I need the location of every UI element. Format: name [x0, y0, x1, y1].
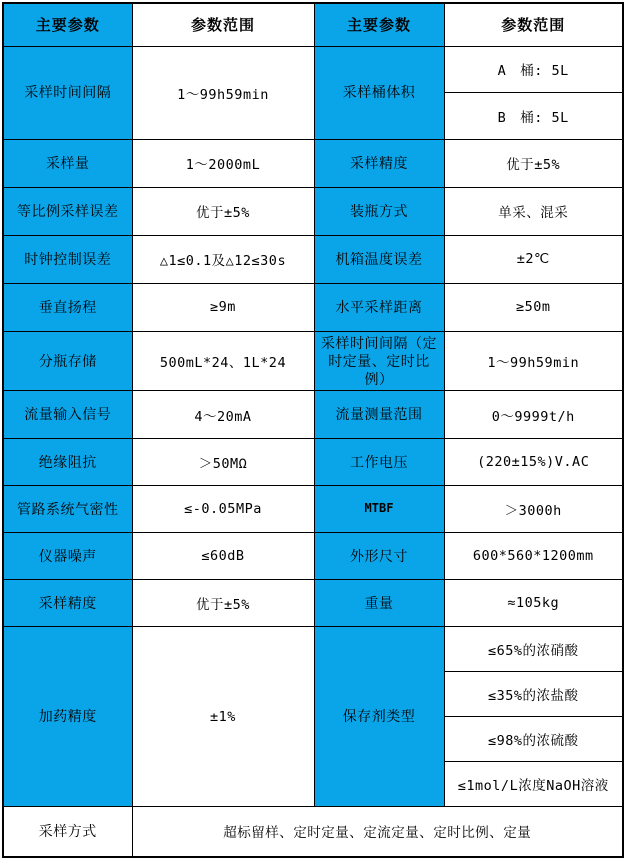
param-value-instrument-noise: ≤60dB: [132, 533, 314, 580]
param-value-dimensions: 600*560*1200mm: [444, 533, 623, 580]
param-value-preservative-naoh: ≤1mol/L浓度NaOH溶液: [444, 762, 623, 807]
header-param-range-right: 参数范围: [444, 3, 623, 46]
table-row: [3, 331, 623, 391]
param-value-preservative-sulfuric: ≤98%的浓硫酸: [444, 717, 623, 762]
header-row: [3, 3, 623, 46]
param-value-pipeline-airtightness: ≤-0.05MPa: [132, 486, 314, 533]
param-value-preservative-hydrochloric: ≤35%的浓盐酸: [444, 672, 623, 717]
table-row: [3, 580, 623, 627]
param-value-horizontal-distance: ≥50m: [444, 283, 623, 331]
param-label-working-voltage: 工作电压: [314, 439, 444, 486]
table-row: [3, 46, 623, 92]
param-label-proportional-error: 等比例采样误差: [3, 187, 132, 235]
header-main-param-right: 主要参数: [314, 3, 444, 46]
table-row: [3, 187, 623, 235]
table-row: [3, 627, 623, 672]
param-value-bottling-mode: 单采、混采: [444, 187, 623, 235]
param-value-mtbf: ＞3000h: [444, 486, 623, 533]
param-value-dosing-accuracy: ±1%: [132, 627, 314, 807]
param-value-working-voltage: (220±15%)V.AC: [444, 439, 623, 486]
param-value-proportional-error: 优于±5%: [132, 187, 314, 235]
header-main-param-left: 主要参数: [3, 3, 132, 46]
param-value-bottle-storage: 500mL*24、1L*24: [132, 331, 314, 391]
param-value-sample-amount: 1～2000mL: [132, 139, 314, 187]
param-value-case-temp-error: ±2℃: [444, 235, 623, 283]
param-value-barrel-b: B 桶: 5L: [444, 92, 623, 139]
table-row: [3, 439, 623, 486]
table-row: [3, 486, 623, 533]
param-value-preservative-nitric: ≤65%的浓硝酸: [444, 627, 623, 672]
param-value-sampling-mode: 超标留样、定时定量、定流定量、定时比例、定量: [132, 807, 623, 857]
param-label-preservative-type: 保存剂类型: [314, 627, 444, 807]
param-label-barrel-volume: 采样桶体积: [314, 46, 444, 139]
param-label-vertical-lift: 垂直扬程: [3, 283, 132, 331]
param-label-sampling-interval: 采样时间间隔: [3, 46, 132, 139]
param-value-weight: ≈105kg: [444, 580, 623, 627]
table-row: [3, 235, 623, 283]
param-label-bottle-storage: 分瓶存储: [3, 331, 132, 391]
param-label-horizontal-distance: 水平采样距离: [314, 283, 444, 331]
param-value-barrel-a: A 桶: 5L: [444, 46, 623, 92]
param-value-clock-error: △1≤0.1及△12≤30s: [132, 235, 314, 283]
param-label-bottling-mode: 装瓶方式: [314, 187, 444, 235]
table-row: [3, 533, 623, 580]
param-value-flow-input-signal: 4～20mA: [132, 391, 314, 439]
param-label-sampling-accuracy: 采样精度: [314, 139, 444, 187]
param-label-case-temp-error: 机箱温度误差: [314, 235, 444, 283]
param-label-pipeline-airtightness: 管路系统气密性: [3, 486, 132, 533]
param-value-flow-measure-range: 0～9999t/h: [444, 391, 623, 439]
param-label-flow-input-signal: 流量输入信号: [3, 391, 132, 439]
spec-table: [2, 2, 624, 858]
table-row: [3, 391, 623, 439]
header-param-range-left: 参数范围: [132, 3, 314, 46]
param-label-dosing-accuracy: 加药精度: [3, 627, 132, 807]
param-label-sampling-mode: 采样方式: [3, 807, 132, 857]
param-label-sampling-accuracy-2: 采样精度: [3, 580, 132, 627]
table-row: [3, 807, 623, 857]
param-label-insulation-impedance: 绝缘阻抗: [3, 439, 132, 486]
param-label-interval-timed-modes: 采样时间间隔（定时定量、定时比例）: [314, 331, 444, 391]
param-label-mtbf: MTBF: [314, 486, 444, 533]
param-label-clock-error: 时钟控制误差: [3, 235, 132, 283]
table-row: [3, 283, 623, 331]
param-value-sampling-interval: 1～99h59min: [132, 46, 314, 139]
param-value-sampling-accuracy-2: 优于±5%: [132, 580, 314, 627]
param-value-insulation-impedance: ＞50MΩ: [132, 439, 314, 486]
table-row: [3, 139, 623, 187]
param-label-instrument-noise: 仪器噪声: [3, 533, 132, 580]
param-label-dimensions: 外形尺寸: [314, 533, 444, 580]
param-value-vertical-lift: ≥9m: [132, 283, 314, 331]
param-label-flow-measure-range: 流量测量范围: [314, 391, 444, 439]
param-value-interval-timed-modes: 1～99h59min: [444, 331, 623, 391]
param-label-weight: 重量: [314, 580, 444, 627]
param-label-sample-amount: 采样量: [3, 139, 132, 187]
param-value-sampling-accuracy: 优于±5%: [444, 139, 623, 187]
